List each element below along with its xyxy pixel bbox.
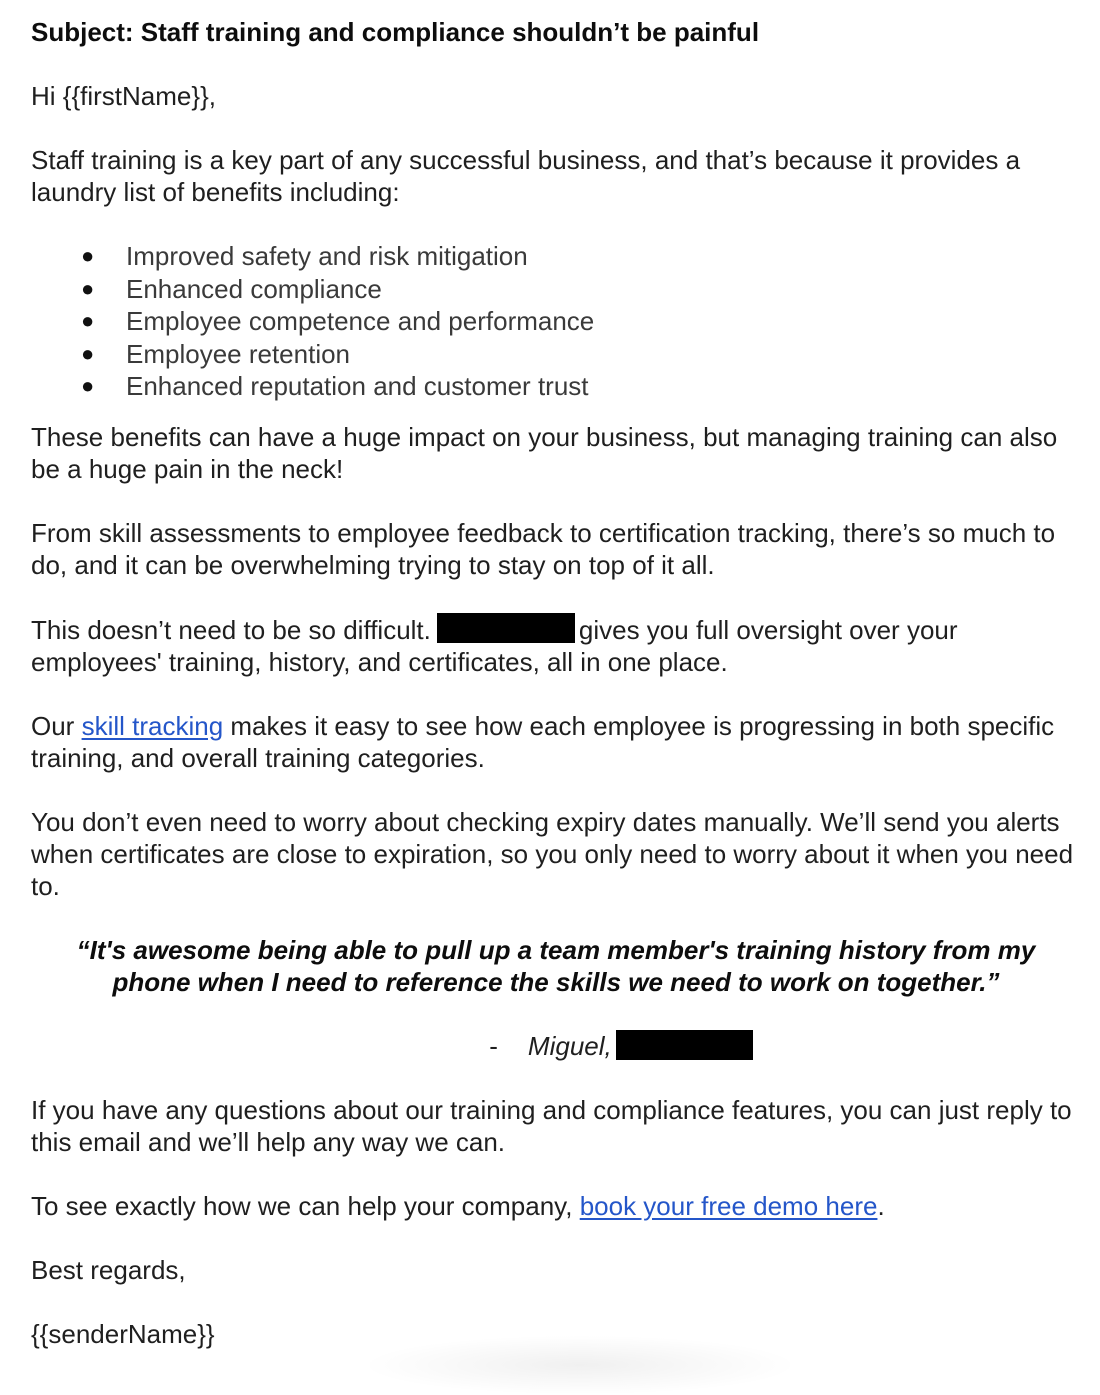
solution-text-after: gives you full oversight over your employees' training, history, and certificates, all in one place. [31,614,958,677]
attribution-dash: - [489,1030,498,1061]
benefits-list [31,240,1081,403]
bullet-icon: ● [81,275,95,301]
email-body [31,16,1081,1382]
benefit-text: Enhanced compliance [126,273,382,304]
testimonial-attribution [31,1030,1081,1062]
skill-tracking-paragraph [31,710,1081,774]
testimonial-quote: “It's awesome being able to pull up a team member's training history from my phone when I need to reference the skills we need to work on together.” [76,934,1036,997]
expiry-paragraph: You don’t even need to worry about checking expiry dates manually. We’ll send you alerts when certificates are close to expiration, so you only need to worry about it when you need to. [31,806,1074,901]
greeting: Hi {{firstName}}, [31,81,216,111]
benefit-text: Employee retention [126,338,351,369]
benefit-text: Enhanced reputation and customer trust [126,371,589,401]
solution-paragraph [31,613,1081,678]
questions-paragraph: If you have any questions about our training and compliance features, you can just reply to this email and we’ll help any way we can. [31,1094,1072,1157]
demo-text-after: . [877,1190,885,1221]
intro-paragraph: Staff training is a key part of any successful business, and that’s because it provides a laundry list of benefits including: [31,145,1021,207]
overwhelm-paragraph: From skill assessments to employee feedback to certification tracking, there’s so much to do, and it can be overwhelming trying to stay on top of it all. [31,517,1056,580]
list-item [31,273,1081,306]
solution-text-before: This doesn’t need to be so difficult. [31,614,431,645]
list-item [31,370,1081,403]
benefit-text: Employee competence and performance [126,306,595,336]
skill-text-before: Our [31,710,82,741]
list-item [31,240,1081,273]
redacted-company-name [616,1030,753,1060]
bullet-icon: ● [81,308,95,333]
book-demo-link[interactable]: book your free demo here [579,1190,878,1221]
bullet-icon: ● [81,243,95,268]
email-subject: Subject: Staff training and compliance shouldn’t be painful [31,17,760,47]
skill-text-after: makes it easy to see how each employee is progressing in both specific training, and overall training categories. [31,710,1055,773]
redacted-brand-name [437,613,575,643]
signoff: Best regards, [31,1254,186,1285]
list-item [31,305,1081,338]
bullet-icon: ● [81,373,95,398]
impact-paragraph: These benefits can have a huge impact on your business, but managing training can also be a huge pain in the neck! [31,421,1058,484]
benefit-text: Improved safety and risk mitigation [126,241,528,271]
demo-text-before: To see exactly how we can help your company, [31,1190,580,1221]
demo-paragraph [31,1190,1081,1222]
skill-tracking-link[interactable]: skill tracking [81,710,224,741]
sender-name: {{senderName}} [31,1318,215,1349]
attribution-name: Miguel, [527,1030,612,1061]
bullet-icon: ● [81,340,95,366]
list-item [31,338,1081,371]
